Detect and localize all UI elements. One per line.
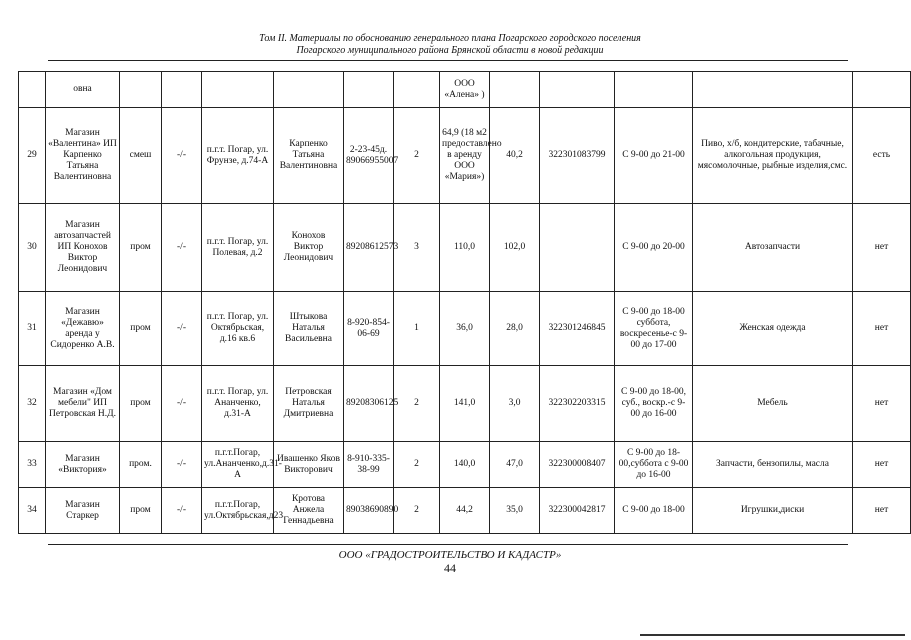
cell-owner-name: Петровская Наталья Дмитриевна <box>274 366 344 442</box>
cell-owner-name: Ивашенко Яков Викторович <box>274 442 344 488</box>
cell-parking: нет <box>853 292 911 366</box>
cell-total-area: 110,0 <box>440 204 490 292</box>
cell-row-number: 30 <box>19 204 46 292</box>
cell-total-area: 44,2 <box>440 488 490 534</box>
retail-table <box>18 71 911 534</box>
cell-row-number <box>19 72 46 108</box>
cell-opening-hours: С 9-00 до 20-00 <box>615 204 693 292</box>
cell-parking: нет <box>853 442 911 488</box>
cell-address: п.г.т. Погар, ул. Ананченко, д.31-А <box>202 366 274 442</box>
cell-phone: 89208306125 <box>344 366 394 442</box>
cell-trade-type: пром <box>120 292 162 366</box>
table-row <box>19 108 911 204</box>
cell-address: п.г.т.Погар, ул.Ананченко,д.31-А <box>202 442 274 488</box>
cell-trade-area: 3,0 <box>490 366 540 442</box>
cell-trade-area: 102,0 <box>490 204 540 292</box>
table-row <box>19 442 911 488</box>
cell-address: п.г.т. Погар, ул. Полевая, д.2 <box>202 204 274 292</box>
cell-shop-name: Магазин автозапчастей ИП Конохов Виктор Леонидович <box>46 204 120 292</box>
cell-ownership: -/- <box>162 204 202 292</box>
cell-row-number: 33 <box>19 442 46 488</box>
cell-address: п.г.т.Погар, ул.Октябрьская,д23 <box>202 488 274 534</box>
cell-shop-name: овна <box>46 72 120 108</box>
cell-row-number: 29 <box>19 108 46 204</box>
cell-goods: Игрушки,диски <box>693 488 853 534</box>
cell-owner-name: Конохов Виктор Леонидович <box>274 204 344 292</box>
cell-opening-hours: С 9-00 до 18-00 <box>615 488 693 534</box>
cell-trade-type: пром <box>120 204 162 292</box>
header-rule <box>48 60 848 61</box>
cell-goods: Пиво, х/б, кондитерские, табачные, алкогольная продукция, мясомолочные, рыбные изделия,смс. <box>693 108 853 204</box>
cell-opening-hours <box>615 72 693 108</box>
cell-ownership: -/- <box>162 108 202 204</box>
document-header <box>150 33 750 57</box>
cell-address: п.г.т. Погар, ул. Фрунзе, д.74-А <box>202 108 274 204</box>
cell-goods: Запчасти, бензопилы, масла <box>693 442 853 488</box>
cell-opening-hours: С 9-00 до 21-00 <box>615 108 693 204</box>
cell-trade-type: пром <box>120 366 162 442</box>
cell-parking: нет <box>853 204 911 292</box>
cell-workers-count: 2 <box>394 366 440 442</box>
cell-inn: 322300042817 <box>540 488 615 534</box>
cell-parking: нет <box>853 488 911 534</box>
cell-total-area: 140,0 <box>440 442 490 488</box>
table-row <box>19 366 911 442</box>
cell-trade-area <box>490 72 540 108</box>
cell-shop-name: Магазин «Дежавю» аренда у Сидоренко А.В. <box>46 292 120 366</box>
cell-opening-hours: С 9-00 до 18-00,суббота с 9-00 до 16-00 <box>615 442 693 488</box>
cell-inn: 322301083799 <box>540 108 615 204</box>
cell-workers-count: 3 <box>394 204 440 292</box>
footer-organization: ООО «ГРАДОСТРОИТЕЛЬСТВО И КАДАСТР» <box>338 549 562 561</box>
cell-inn: 322302203315 <box>540 366 615 442</box>
cell-inn: 322300008407 <box>540 442 615 488</box>
cell-ownership: -/- <box>162 442 202 488</box>
page-number: 44 <box>444 561 456 575</box>
table-row <box>19 292 911 366</box>
cell-total-area: 36,0 <box>440 292 490 366</box>
cell-trade-area: 47,0 <box>490 442 540 488</box>
cell-parking: нет <box>853 366 911 442</box>
cell-phone: 2-23-45д. 89066955007 <box>344 108 394 204</box>
cell-total-area: 64,9 (18 м2 предоставлено в аренду ООО «Мария») <box>440 108 490 204</box>
cell-goods: Женская одежда <box>693 292 853 366</box>
cell-total-area: ООО «Алена» ) <box>440 72 490 108</box>
cell-goods: Автозапчасти <box>693 204 853 292</box>
cell-opening-hours: С 9-00 до 18-00, суб., воскр.-с 9-00 до 16-00 <box>615 366 693 442</box>
cell-shop-name: Магазин «Дом мебели" ИП Петровская Н.Д. <box>46 366 120 442</box>
table-row <box>19 488 911 534</box>
cell-workers-count: 2 <box>394 442 440 488</box>
cell-inn: 322301246845 <box>540 292 615 366</box>
cell-ownership: -/- <box>162 366 202 442</box>
cell-phone: 89038690890 <box>344 488 394 534</box>
cell-phone <box>344 72 394 108</box>
cell-ownership: -/- <box>162 488 202 534</box>
cell-shop-name: Магазин «Валентина» ИП Карпенко Татьяна Валентиновна <box>46 108 120 204</box>
scan-edge-line <box>640 634 905 636</box>
cell-inn <box>540 72 615 108</box>
cell-row-number: 31 <box>19 292 46 366</box>
cell-workers-count <box>394 72 440 108</box>
cell-trade-type: пром <box>120 488 162 534</box>
cell-trade-area: 40,2 <box>490 108 540 204</box>
cell-owner-name: Кротова Анжела Геннадьевна <box>274 488 344 534</box>
cell-parking: есть <box>853 108 911 204</box>
cell-row-number: 34 <box>19 488 46 534</box>
cell-parking <box>853 72 911 108</box>
header-line-2: Погарского муниципального района Брянской области в новой редакции <box>296 45 604 56</box>
cell-workers-count: 2 <box>394 488 440 534</box>
cell-opening-hours: С 9-00 до 18-00 суббота, воскресенье-с 9-00 до 17-00 <box>615 292 693 366</box>
cell-row-number: 32 <box>19 366 46 442</box>
cell-address: п.г.т. Погар, ул. Октябрьская, д.16 кв.6 <box>202 292 274 366</box>
cell-trade-area: 28,0 <box>490 292 540 366</box>
cell-owner-name <box>274 72 344 108</box>
cell-trade-type: пром. <box>120 442 162 488</box>
cell-phone: 8-920-854-06-69 <box>344 292 394 366</box>
cell-shop-name: Магазин Старкер <box>46 488 120 534</box>
cell-workers-count: 1 <box>394 292 440 366</box>
cell-trade-type: смеш <box>120 108 162 204</box>
table-row <box>19 72 911 108</box>
header-line-1: Том II. Материалы по обоснованию генерального плана Погарского городского поселения <box>259 33 641 44</box>
cell-ownership: -/- <box>162 292 202 366</box>
footer-rule <box>48 544 848 545</box>
cell-workers-count: 2 <box>394 108 440 204</box>
cell-ownership <box>162 72 202 108</box>
cell-phone: 8-910-335-38-99 <box>344 442 394 488</box>
cell-trade-area: 35,0 <box>490 488 540 534</box>
cell-owner-name: Штыкова Наталья Васильевна <box>274 292 344 366</box>
cell-total-area: 141,0 <box>440 366 490 442</box>
table-row <box>19 204 911 292</box>
cell-address <box>202 72 274 108</box>
cell-goods <box>693 72 853 108</box>
cell-inn <box>540 204 615 292</box>
cell-goods: Мебель <box>693 366 853 442</box>
cell-trade-type <box>120 72 162 108</box>
cell-shop-name: Магазин «Виктория» <box>46 442 120 488</box>
cell-phone: 89208612573 <box>344 204 394 292</box>
cell-owner-name: Карпенко Татьяна Валентиновна <box>274 108 344 204</box>
